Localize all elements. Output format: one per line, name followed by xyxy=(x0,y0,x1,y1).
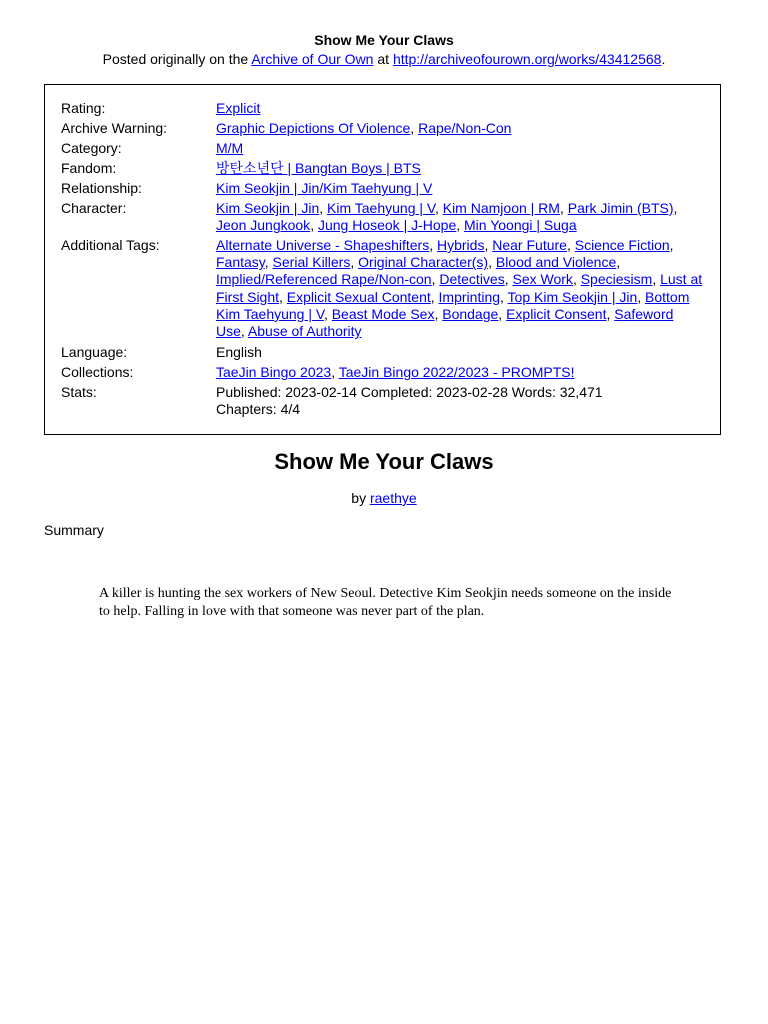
tag-link[interactable]: Alternate Universe - Shapeshifters xyxy=(216,237,430,253)
tag-link[interactable]: TaeJin Bingo 2023 xyxy=(216,364,332,380)
tag-link[interactable]: Min Yoongi | Suga xyxy=(464,217,577,234)
tag-link[interactable]: Explicit Consent xyxy=(506,305,607,322)
character-label: Character: xyxy=(61,200,127,216)
tag-link[interactable]: Top Kim Seokjin | Jin xyxy=(507,288,638,305)
work-url-link[interactable]: http://archiveofourown.org/works/43412568 xyxy=(392,51,662,67)
tag-link[interactable]: Kim Taehyung | V xyxy=(327,200,435,216)
collections-value: TaeJin Bingo 2023, TaeJin Bingo 2022/2023 - PROMPTS! xyxy=(216,364,575,380)
tag-link[interactable]: Safeword Use xyxy=(216,305,674,340)
tag-link[interactable]: Implied/Referenced Rape/Non-con xyxy=(216,271,432,288)
work-metadata-box xyxy=(44,84,721,435)
stats-line-1: Published: 2023-02-14 Completed: 2023-02-28 Words: 32,471 xyxy=(216,384,603,400)
posted-middle: at xyxy=(373,51,393,67)
rating-value xyxy=(216,100,706,117)
relationship-label: Relationship: xyxy=(61,180,142,196)
tag-link[interactable]: Kim Seokjin | Jin xyxy=(216,200,320,216)
tag-link[interactable]: Science Fiction xyxy=(574,237,670,253)
tag-link[interactable]: Original Character(s) xyxy=(358,254,489,271)
collections-label: Collections: xyxy=(61,364,134,380)
posted-prefix: Posted originally on the xyxy=(102,51,252,67)
author-link[interactable]: raethye xyxy=(369,490,417,506)
tag-link[interactable]: Park Jimin (BTS) xyxy=(567,200,674,216)
tag-link[interactable]: Abuse of Authority xyxy=(247,323,362,340)
tag-link[interactable]: Beast Mode Sex xyxy=(331,305,435,322)
tag-link[interactable]: 방탄소년단 | Bangtan Boys | BTS xyxy=(216,160,421,176)
fandom-value xyxy=(216,160,706,177)
stats-line-2: Chapters: 4/4 xyxy=(216,401,301,418)
tag-link[interactable]: M/M xyxy=(216,140,244,156)
archive-warning-value: Graphic Depictions Of Violence, Rape/Non-Con xyxy=(216,120,512,136)
work-title: Show Me Your Claws xyxy=(274,449,494,474)
fandom-label: Fandom: xyxy=(61,160,117,176)
tag-link[interactable]: Speciesism xyxy=(580,271,653,288)
tag-link[interactable]: Serial Killers xyxy=(272,254,351,271)
archive-link[interactable]: Archive of Our Own xyxy=(251,51,374,67)
tag-link[interactable]: Jeon Jungkook xyxy=(216,217,311,234)
tag-link[interactable]: Sex Work xyxy=(512,271,573,288)
tag-link[interactable]: Detectives xyxy=(439,271,505,288)
tag-link[interactable]: Rape/Non-Con xyxy=(418,120,512,136)
tag-link[interactable]: Bottom Kim Taehyung | V xyxy=(216,288,690,322)
rating-label: Rating: xyxy=(61,100,106,116)
additional-tags-value: Alternate Universe - Shapeshifters, Hybrids, Near Future, Science Fiction, Fantasy, Serial Killers, Original Character(s), Blood and Violence, Implied/Referenced Rape/Non-con, Detectives, Sex Work, Speciesism, Lust at First Sight, Explicit Sexual Content, Imprinting, Top Kim Seokjin | Jin, Bottom Kim Taehyung | V, Beast Mode Sex, Bondage, Explicit Consent, Safeword Use, Abuse of Authority xyxy=(216,237,703,340)
byline xyxy=(0,490,768,507)
tag-link[interactable]: Hybrids xyxy=(437,237,485,253)
additional-tags-label: Additional Tags: xyxy=(61,237,160,253)
byline-prefix: by xyxy=(351,490,370,506)
category-value xyxy=(216,140,706,157)
character-value: Kim Seokjin | Jin, Kim Taehyung | V, Kim Namjoon | RM, Park Jimin (BTS), Jeon Jungkook, Jung Hoseok | J-Hope, Min Yoongi | Suga xyxy=(216,200,678,234)
tag-link[interactable]: Imprinting xyxy=(438,288,501,305)
category-label: Category: xyxy=(61,140,122,156)
tag-link[interactable]: Graphic Depictions Of Violence xyxy=(216,120,411,136)
archive-warning-label: Archive Warning: xyxy=(61,120,168,136)
tag-link[interactable]: Explicit Sexual Content xyxy=(286,288,431,305)
tag-link[interactable]: Explicit xyxy=(216,100,261,116)
language-value: English xyxy=(216,344,262,360)
tag-link[interactable]: Jung Hoseok | J-Hope xyxy=(317,217,457,234)
relationship-value xyxy=(216,180,706,197)
tag-link[interactable]: TaeJin Bingo 2022/2023 - PROMPTS! xyxy=(338,364,575,380)
tag-link[interactable]: Fantasy xyxy=(216,254,265,271)
tag-link[interactable]: Blood and Violence xyxy=(495,254,617,271)
posted-originally-line xyxy=(0,50,768,68)
tag-link[interactable]: Kim Namjoon | RM xyxy=(442,200,560,216)
tag-link[interactable]: Near Future xyxy=(492,237,567,253)
language-label: Language: xyxy=(61,344,128,360)
stats-label: Stats: xyxy=(61,384,97,400)
tag-link[interactable]: Lust at First Sight xyxy=(216,271,703,305)
posted-suffix: . xyxy=(661,51,666,67)
tag-link[interactable]: Kim Seokjin | Jin/Kim Taehyung | V xyxy=(216,180,433,196)
document-header-title: Show Me Your Claws xyxy=(314,32,454,48)
summary-text: A killer is hunting the sex workers of New Seoul. Detective Kim Seokjin needs someone on the inside to help. Falling in love with that someone was never part of the plan. xyxy=(99,586,672,619)
summary-heading: Summary xyxy=(44,522,104,538)
tag-link[interactable]: Bondage xyxy=(442,305,499,322)
stats-value xyxy=(216,384,706,418)
